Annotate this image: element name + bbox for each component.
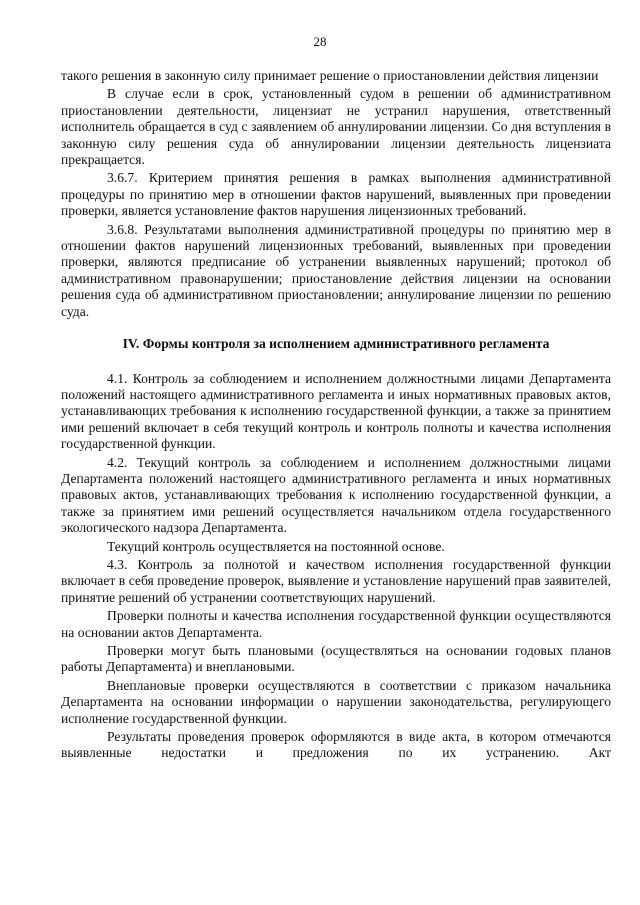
paragraph-continuation: такого решения в законную силу принимает решение о приостановлении действия лицензии (61, 68, 599, 83)
paragraph-inspections-completeness: Проверки полноты и качества исполнения государственной функции осуществляются на основании актов Департамента. (61, 608, 611, 640)
paragraph-3-6-7: 3.6.7. Критерием принятия решения в рамках выполнения административной процедуры по принятию мер в отношении фактов нарушений, выявленных при проведении проверки, является установление фактов нарушения лицензионных требований. (61, 170, 611, 219)
paragraph-4-1: 4.1. Контроль за соблюдением и исполнением должностными лицами Департамента положений настоящего административного регламента и иных нормативных правовых актов, устанавливающих требования к исполнению государственной функции, а также за принятием ими решений включает в себя текущий контроль и контроль полноты и качества исполнения государственной функции. (61, 370, 611, 452)
paragraph-inspection-results: Результаты проведения проверок оформляются в виде акта, в котором отмечаются выявленные недостатки и предложения по их устранению. Акт (61, 729, 611, 761)
paragraph-4-3: 4.3. Контроль за полнотой и качеством исполнения государственной функции включает в себя проведение проверок, выявление и установление нарушений прав заявителей, принятие решений об устранении соответствующих нарушений. (61, 556, 611, 605)
paragraph-court-annulment: В случае если в срок, установленный судом в решении об административном приостановлении деятельности, лицензиат не устранил нарушения, ответственный исполнитель обращается в суд с заявлением об аннулировании лицензии. Со дня вступления в законную силу решения суда об аннулировании лицензии деятельность лицензиата прекращается. (61, 86, 611, 168)
paragraph-unscheduled-inspections: Внеплановые проверки осуществляются в соответствии с приказом начальника Департамента на основании информации о нарушении законодательства, регулирующего исполнение государственной функции. (61, 677, 611, 726)
paragraph-4-2: 4.2. Текущий контроль за соблюдением и исполнением должностными лицами Департамента положений настоящего административного регламента и иных нормативных правовых актов, устанавливающих требования к исполнению государственной функции, а также за принятием ими решений осуществляется начальником отдела государственного экологического надзора Департамента. (61, 454, 611, 536)
paragraph-3-6-8: 3.6.8. Результатами выполнения административной процедуры по принятию мер в отношении фактов нарушений лицензионных требований, выявленных при проведении проверки, являются предписание об устранении выявленных нарушений; протокол об административном правонарушении; приостановление действия лицензии на основании решения суда об административном приостановлении; аннулирование лицензии по решению суда. (61, 221, 611, 319)
document-body (61, 68, 611, 764)
paragraph-inspections-planned: Проверки могут быть плановыми (осуществляться на основании годовых планов работы Департамента) и внеплановыми. (61, 643, 611, 675)
page-number: 28 (313, 34, 327, 49)
section-heading: IV. Формы контроля за исполнением административного регламента (122, 336, 550, 352)
paragraph-current-control: Текущий контроль осуществляется на постоянной основе. (107, 538, 445, 554)
